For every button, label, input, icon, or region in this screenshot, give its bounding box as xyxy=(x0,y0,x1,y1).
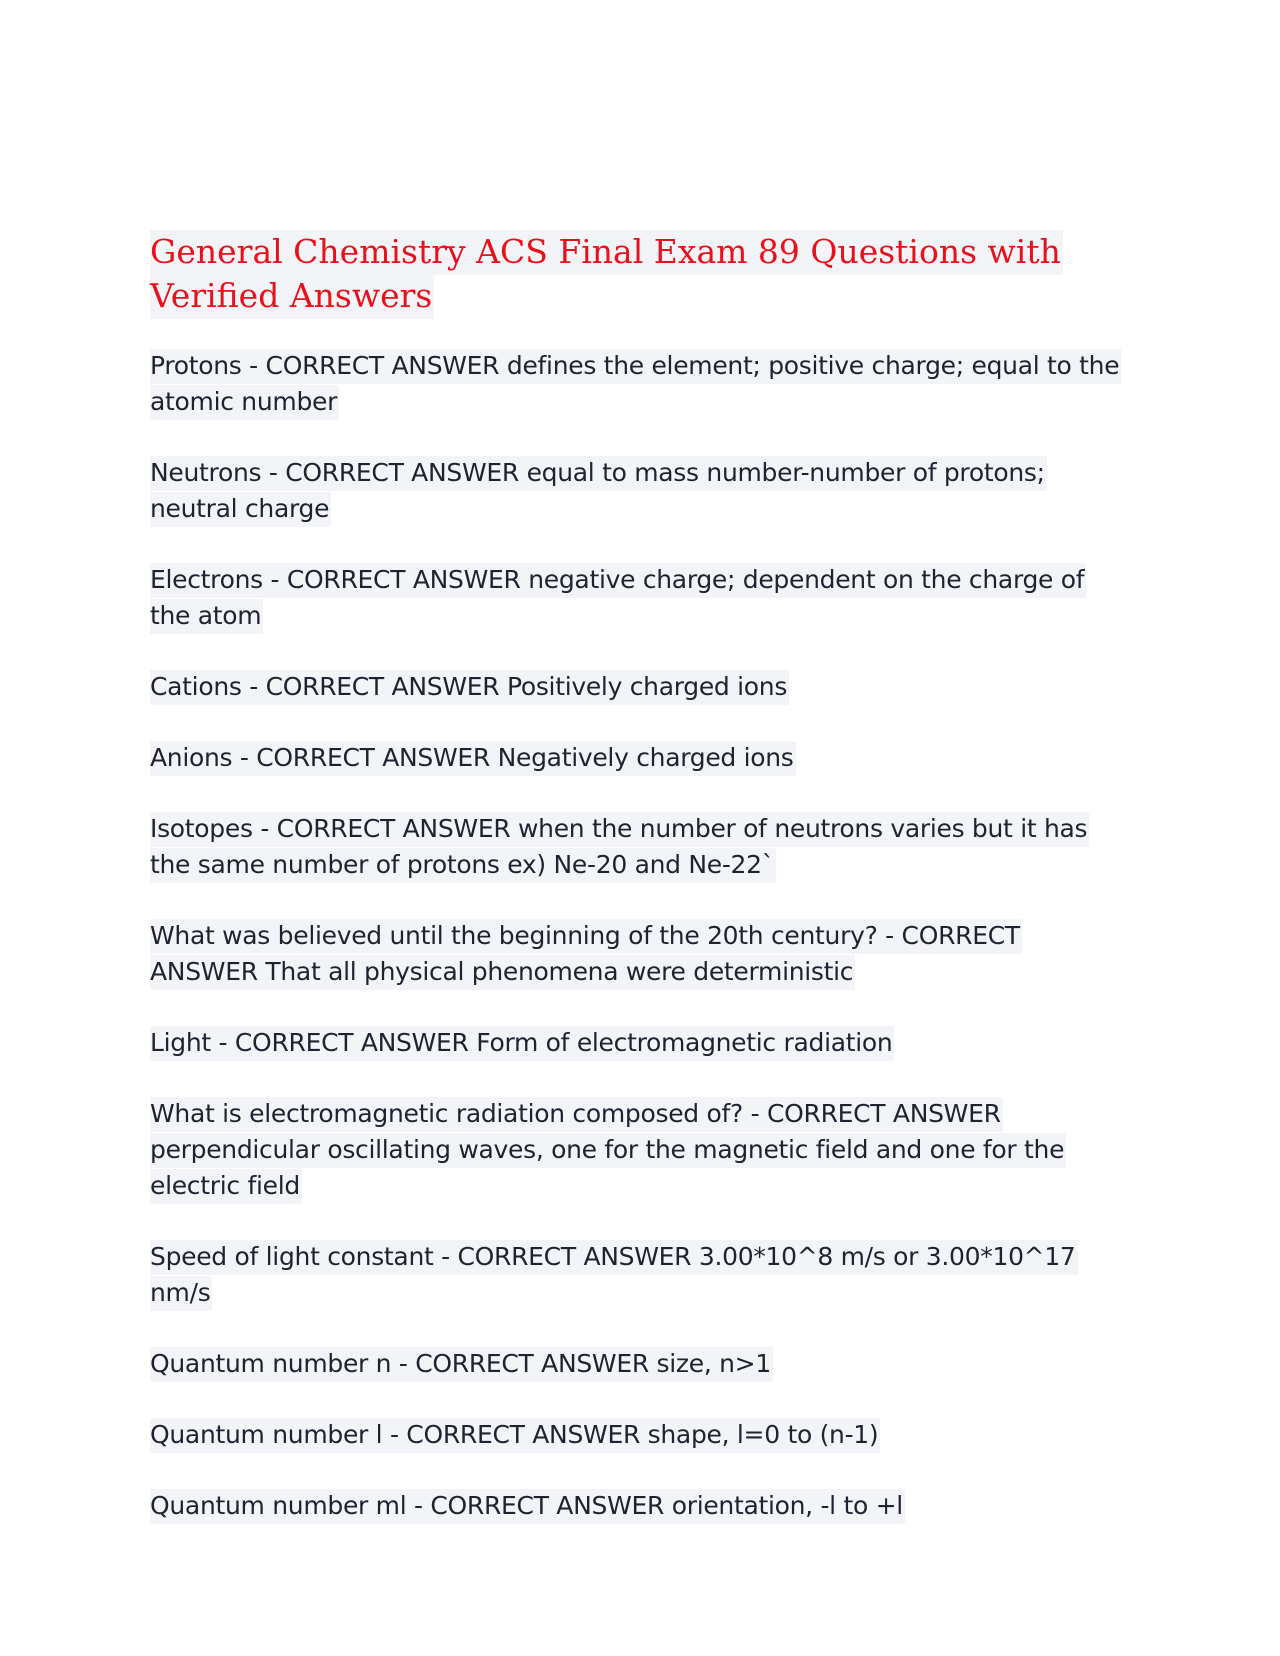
document-title xyxy=(150,230,1130,318)
entry-quantum-l xyxy=(150,1417,1130,1453)
entry-text: Quantum number l - CORRECT ANSWER shape, l=0 to (n-1) xyxy=(150,1418,880,1453)
document-page xyxy=(150,230,1130,1559)
entry-isotopes xyxy=(150,811,1130,883)
entry-text: Light - CORRECT ANSWER Form of electromagnetic radiation xyxy=(150,1026,894,1061)
entry-neutrons xyxy=(150,455,1130,527)
entry-text: What is electromagnetic radiation composed of? - CORRECT ANSWER perpendicular oscillating waves, one for the magnetic field and one for the electric field xyxy=(150,1097,1066,1204)
entry-text: What was believed until the beginning of the 20th century? - CORRECT ANSWER That all physical phenomena were deterministic xyxy=(150,919,1022,990)
entry-text: Anions - CORRECT ANSWER Negatively charged ions xyxy=(150,741,796,776)
entry-20th-century xyxy=(150,918,1130,990)
entry-text: Electrons - CORRECT ANSWER negative charge; dependent on the charge of the atom xyxy=(150,563,1086,634)
entry-text: Isotopes - CORRECT ANSWER when the number of neutrons varies but it has the same number of protons ex) Ne-20 and Ne-22` xyxy=(150,812,1089,883)
entry-protons xyxy=(150,348,1130,420)
entry-text: Quantum number ml - CORRECT ANSWER orientation, -l to +l xyxy=(150,1489,905,1524)
entry-quantum-n xyxy=(150,1346,1130,1382)
entry-text: Protons - CORRECT ANSWER defines the element; positive charge; equal to the atomic number xyxy=(150,349,1121,420)
entry-text: Speed of light constant - CORRECT ANSWER 3.00*10^8 m/s or 3.00*10^17 nm/s xyxy=(150,1240,1078,1311)
entry-speed-of-light xyxy=(150,1239,1130,1311)
entry-quantum-ml xyxy=(150,1488,1130,1524)
entry-light xyxy=(150,1025,1130,1061)
document-title-text: General Chemistry ACS Final Exam 89 Questions with Verified Answers xyxy=(150,230,1063,319)
entry-text: Quantum number n - CORRECT ANSWER size, n>1 xyxy=(150,1347,773,1382)
entry-text: Cations - CORRECT ANSWER Positively charged ions xyxy=(150,670,789,705)
entry-electrons xyxy=(150,562,1130,634)
entry-cations xyxy=(150,669,1130,705)
entry-text: Neutrons - CORRECT ANSWER equal to mass number-number of protons; neutral charge xyxy=(150,456,1047,527)
entry-anions xyxy=(150,740,1130,776)
entry-em-radiation xyxy=(150,1096,1130,1204)
